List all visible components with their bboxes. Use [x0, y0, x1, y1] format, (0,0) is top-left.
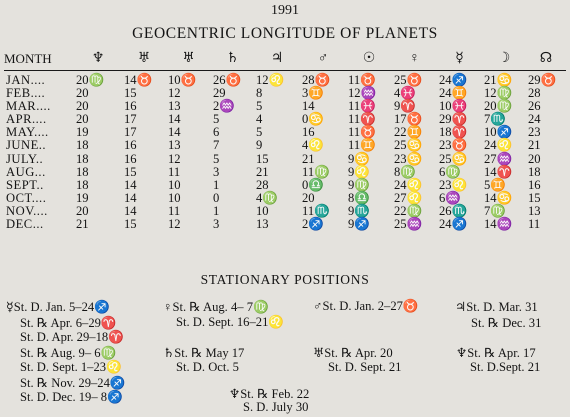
- longitude-cell: 10: [256, 203, 269, 218]
- stationary-line: St. D. Sept. 21: [328, 360, 402, 374]
- longitude-cell: 0: [213, 190, 220, 205]
- month-label: OCT....: [6, 190, 47, 205]
- stationary-line: St. ℞ Apr. 6–29♈: [20, 316, 117, 330]
- year-heading: 1991: [271, 3, 299, 18]
- uranus-symbol-icon: ♅: [182, 51, 195, 67]
- longitude-cell: 8♎: [348, 190, 370, 205]
- longitude-cell: 14♋: [484, 190, 513, 205]
- longitude-cell: 10♉: [168, 73, 197, 87]
- longitude-cell: 18: [76, 138, 89, 153]
- longitude-cell: 19: [76, 125, 89, 140]
- longitude-cell: 20: [302, 190, 315, 205]
- month-label: APR....: [6, 112, 47, 127]
- table-row: [4, 71, 566, 88]
- longitude-cell: 15: [124, 217, 137, 232]
- planet-longitude-table: [4, 48, 566, 231]
- longitude-cell: 16: [528, 177, 541, 192]
- longitude-cell: 11♍: [302, 164, 330, 179]
- longitude-cell: 20♍: [484, 99, 513, 114]
- month-label: JUNE..: [6, 138, 47, 153]
- month-label: NOV....: [6, 203, 48, 218]
- longitude-cell: 12♌: [256, 73, 285, 87]
- longitude-cell: 10♓: [439, 99, 468, 114]
- longitude-cell: 13: [168, 138, 181, 153]
- longitude-cell: 9♈: [394, 99, 416, 114]
- stationary-line: ♀St. ℞ Aug. 4– 7♍: [163, 300, 269, 314]
- month-label: JULY..: [6, 151, 44, 166]
- longitude-cell: 19: [76, 190, 89, 205]
- table-row: [4, 218, 566, 231]
- longitude-cell: 20: [76, 203, 89, 218]
- longitude-cell: 2♒: [213, 99, 235, 114]
- longitude-cell: 25♉: [394, 73, 423, 87]
- longitude-cell: 16: [124, 151, 137, 166]
- longitude-cell: 13: [256, 217, 269, 232]
- stationary-line: ☿St. D. Jan. 5–24♐: [6, 300, 110, 314]
- longitude-cell: 12♍: [484, 86, 513, 101]
- longitude-cell: 21: [76, 217, 89, 232]
- longitude-cell: 14: [168, 112, 181, 127]
- month-label: SEPT..: [6, 177, 44, 192]
- longitude-cell: 21: [256, 164, 269, 179]
- saturn-symbol-icon: ♄: [226, 51, 239, 67]
- longitude-cell: 28: [528, 86, 541, 101]
- longitude-cell: 29♈: [439, 112, 468, 127]
- stationary-line: St. D.Sept. 21: [470, 360, 541, 374]
- longitude-cell: 1: [213, 203, 220, 218]
- longitude-cell: 23: [528, 125, 541, 140]
- longitude-cell: 11♉: [348, 125, 376, 140]
- stationary-positions-heading: STATIONARY POSITIONS: [200, 272, 370, 287]
- longitude-cell: 3♊: [302, 86, 324, 101]
- longitude-cell: 11♏: [302, 203, 330, 218]
- longitude-cell: 29: [213, 86, 226, 101]
- longitude-cell: 16: [124, 138, 137, 153]
- month-label: MAY....: [6, 125, 49, 140]
- north-node-symbol-icon: ☊: [539, 51, 553, 67]
- longitude-cell: 28: [256, 177, 269, 192]
- stationary-line: St. ℞ Nov. 29–24♐: [20, 376, 126, 390]
- longitude-cell: 18: [76, 164, 89, 179]
- table-row: [4, 192, 566, 205]
- longitude-cell: 29♉: [528, 73, 557, 87]
- longitude-cell: 9: [256, 138, 263, 153]
- longitude-cell: 23♋: [394, 151, 423, 166]
- longitude-cell: 15: [124, 86, 137, 101]
- month-label: JAN....: [6, 73, 46, 87]
- month-label: AUG...: [6, 164, 46, 179]
- longitude-cell: 21♋: [484, 73, 513, 87]
- longitude-cell: 18: [76, 177, 89, 192]
- neptune-symbol-icon: ♅: [137, 51, 151, 67]
- longitude-cell: 22♍: [394, 203, 423, 218]
- neptune-symbol-icon: ♆: [91, 51, 105, 67]
- longitude-cell: 5: [213, 112, 220, 127]
- longitude-cell: 22♊: [394, 125, 423, 140]
- stationary-line: ♅St. ℞ Apr. 20: [313, 346, 393, 360]
- longitude-cell: 14♉: [124, 73, 153, 87]
- stationary-line: St. ℞ Aug. 9– 6♍: [20, 346, 117, 360]
- stationary-line: St. D. Sept. 1–23♌: [20, 360, 122, 374]
- longitude-cell: 10: [168, 177, 181, 192]
- longitude-cell: 4♓: [394, 86, 416, 101]
- longitude-cell: 16: [124, 99, 137, 114]
- month-label: FEB....: [6, 86, 46, 101]
- longitude-cell: 28♉: [302, 73, 331, 87]
- sun-symbol-icon: ☉: [362, 51, 376, 67]
- longitude-cell: 15: [124, 164, 137, 179]
- longitude-cell: 13: [168, 99, 181, 114]
- longitude-cell: 27♌: [394, 190, 423, 205]
- longitude-cell: 17: [124, 112, 137, 127]
- longitude-cell: 20: [76, 86, 89, 101]
- longitude-cell: 5: [256, 125, 263, 140]
- longitude-cell: 23♉: [439, 138, 468, 153]
- longitude-cell: 18: [76, 151, 89, 166]
- longitude-cell: 10: [168, 190, 181, 205]
- longitude-cell: 7: [213, 138, 220, 153]
- longitude-cell: 6♍: [439, 164, 461, 179]
- longitude-cell: 24♐: [439, 217, 468, 232]
- longitude-cell: 0♎: [302, 177, 324, 192]
- table-row: [4, 179, 566, 192]
- longitude-cell: 5: [213, 151, 220, 166]
- longitude-cell: 25♋: [394, 138, 423, 153]
- longitude-cell: 11: [168, 164, 181, 179]
- longitude-cell: 6♒: [439, 190, 461, 205]
- longitude-cell: 20: [76, 112, 89, 127]
- longitude-cell: 9♐: [348, 217, 370, 232]
- table-header-row: [4, 48, 566, 71]
- longitude-cell: 2♐: [302, 217, 324, 232]
- table-row: [4, 166, 566, 179]
- stationary-line: ♆St. ℞ Apr. 17: [456, 346, 536, 360]
- longitude-cell: 9♌: [348, 164, 370, 179]
- longitude-cell: 26♏: [439, 203, 468, 218]
- longitude-cell: 11: [168, 203, 181, 218]
- longitude-cell: 11♉: [348, 73, 376, 87]
- page-title: GEOCENTRIC LONGITUDE OF PLANETS: [132, 25, 438, 42]
- longitude-cell: 24♊: [439, 86, 468, 101]
- longitude-cell: 4♍: [256, 190, 278, 205]
- longitude-cell: 9♋: [348, 151, 370, 166]
- stationary-line: St. D. Sept. 16–21♌: [176, 315, 285, 329]
- longitude-cell: 14: [124, 177, 137, 192]
- longitude-cell: 3: [213, 164, 220, 179]
- longitude-cell: 5♊: [484, 177, 506, 192]
- longitude-cell: 4: [256, 112, 263, 127]
- month-label: MAR....: [6, 99, 51, 114]
- longitude-cell: 8♍: [394, 164, 416, 179]
- longitude-cell: 3: [213, 217, 220, 232]
- longitude-cell: 12: [168, 151, 181, 166]
- longitude-cell: 24: [528, 112, 541, 127]
- longitude-cell: 20♍: [76, 73, 105, 87]
- moon-symbol-icon: ☽: [497, 51, 511, 67]
- jupiter-symbol-icon: ♃: [270, 51, 284, 67]
- longitude-cell: 16: [302, 125, 315, 140]
- longitude-cell: 15: [528, 190, 541, 205]
- venus-symbol-icon: ♀: [409, 51, 420, 67]
- longitude-cell: 24♌: [484, 138, 513, 153]
- longitude-cell: 11: [528, 217, 541, 232]
- stationary-line: ♃St. D. Mar. 31: [455, 300, 538, 314]
- longitude-cell: 20: [528, 151, 541, 166]
- longitude-cell: 12: [168, 86, 181, 101]
- stationary-line: S. D. July 30: [243, 400, 309, 414]
- mercury-symbol-icon: ☿: [455, 51, 464, 67]
- stationary-line: St. D. Apr. 29–18♈: [20, 330, 124, 344]
- longitude-cell: 27♒: [484, 151, 513, 166]
- longitude-cell: 25♋: [439, 151, 468, 166]
- longitude-cell: 14: [124, 203, 137, 218]
- longitude-cell: 25♒: [394, 217, 423, 232]
- longitude-cell: 11♓: [348, 99, 376, 114]
- table-row: [4, 153, 566, 166]
- longitude-cell: 12♒: [348, 86, 377, 101]
- longitude-cell: 14♒: [484, 217, 513, 232]
- longitude-cell: 13: [528, 203, 541, 218]
- longitude-cell: 15: [256, 151, 269, 166]
- longitude-cell: 8: [256, 86, 263, 101]
- longitude-cell: 26♉: [213, 73, 242, 87]
- longitude-cell: 18♈: [439, 125, 468, 140]
- longitude-cell: 14♈: [484, 164, 513, 179]
- longitude-cell: 17: [124, 125, 137, 140]
- longitude-cell: 0♋: [302, 112, 324, 127]
- longitude-cell: 9♏: [348, 203, 370, 218]
- longitude-cell: 23♌: [439, 177, 468, 192]
- longitude-cell: 11♈: [348, 112, 376, 127]
- month-label: DEC...: [6, 217, 44, 232]
- longitude-cell: 14: [168, 125, 181, 140]
- longitude-cell: 11♊: [348, 138, 376, 153]
- longitude-cell: 4♌: [302, 138, 324, 153]
- longitude-cell: 24♐: [439, 73, 468, 87]
- longitude-cell: 26: [528, 99, 541, 114]
- longitude-cell: 17♉: [394, 112, 423, 127]
- longitude-cell: 14: [124, 190, 137, 205]
- longitude-cell: 9♍: [348, 177, 370, 192]
- longitude-cell: 6: [213, 125, 220, 140]
- longitude-cell: 10♐: [484, 125, 513, 140]
- stationary-line: St. D. Oct. 5: [176, 360, 239, 374]
- longitude-cell: 1: [213, 177, 220, 192]
- longitude-cell: 20: [76, 99, 89, 114]
- longitude-cell: 7♍: [484, 203, 506, 218]
- stationary-line: St. D. Dec. 19– 8♐: [20, 390, 123, 404]
- longitude-cell: 21: [302, 151, 315, 166]
- stationary-line: St. ℞ Dec. 31: [471, 316, 542, 330]
- longitude-cell: 7♏: [484, 112, 506, 127]
- longitude-cell: 5: [256, 99, 263, 114]
- stationary-line: ♄St. ℞ May 17: [163, 346, 245, 360]
- longitude-cell: 24♌: [394, 177, 423, 192]
- mars-symbol-icon: ♂: [317, 51, 329, 67]
- longitude-cell: 18: [528, 164, 541, 179]
- longitude-cell: 12: [168, 217, 181, 232]
- stationary-line: ♆St. ℞ Feb. 22: [229, 387, 310, 401]
- longitude-cell: 21: [528, 138, 541, 153]
- month-column-header: MONTH: [4, 51, 52, 67]
- longitude-cell: 14: [302, 99, 315, 114]
- stationary-line: ♂St. D. Jan. 2–27♉: [313, 299, 419, 313]
- table-row: [4, 139, 566, 152]
